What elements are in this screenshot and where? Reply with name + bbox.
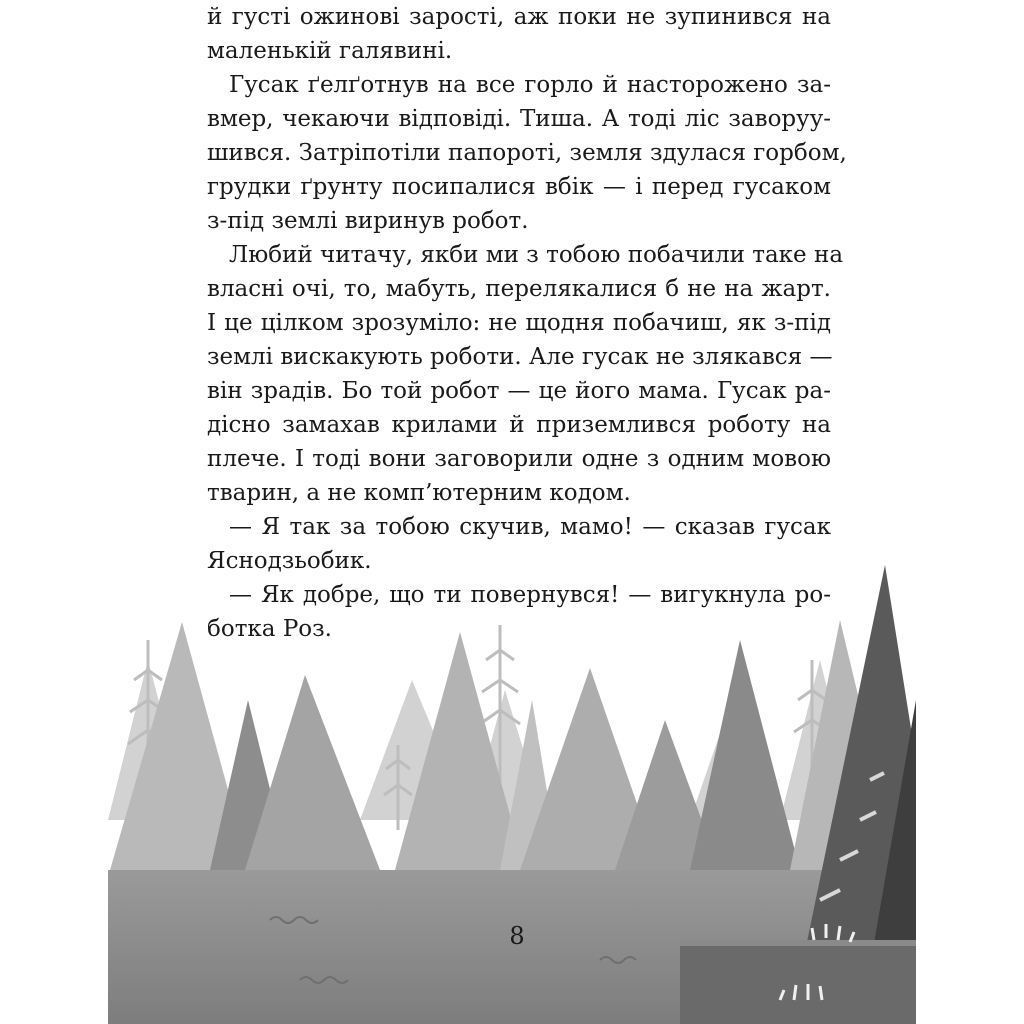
text-line: власні очі, то, мабуть, перелякалися б не на жарт.: [207, 276, 831, 302]
text-line: він зрадів. Бо той робот — це його мама. Гусак ра-: [207, 378, 831, 404]
text-line: грудки ґрунту посипалися вбік — і перед гусаком: [207, 174, 831, 200]
text-line: дісно замахав крилами й приземлився роботу на: [207, 412, 831, 438]
text-line: — Я так за тобою скучив, мамо! — сказав гусак: [229, 514, 831, 540]
text-line: тварин, а не комп’ютерним кодом.: [207, 480, 631, 506]
page-number: 8: [509, 922, 525, 950]
text-line: плече. І тоді вони заговорили одне з одним мовою: [207, 446, 831, 472]
text-line: землі вискакують роботи. Але гусак не злякався —: [207, 344, 833, 370]
text-line: — Як добре, що ти повернувся! — вигукнула ро-: [229, 582, 831, 608]
text-line: шився. Затріпотіли папороті, земля здулася горбом,: [207, 140, 847, 166]
text-line: ботка Роз.: [207, 616, 332, 642]
text-line: Гусак ґелґотнув на все горло й насторожено за-: [229, 72, 831, 98]
text-line: І це цілком зрозуміло: не щодня побачиш, як з-під: [207, 310, 831, 336]
body-text: [207, 0, 847, 646]
text-line: маленькій галявині.: [207, 38, 453, 64]
text-line: Яснодзьобик.: [207, 548, 372, 574]
text-line: з-під землі виринув робот.: [207, 208, 529, 234]
text-line: Любий читачу, якби ми з тобою побачили таке на: [229, 242, 844, 268]
text-line: вмер, чекаючи відповіді. Тиша. А тоді ліс заворуу-: [207, 106, 831, 132]
text-line: й густі ожинові зарості, аж поки не зупинився на: [207, 4, 831, 30]
